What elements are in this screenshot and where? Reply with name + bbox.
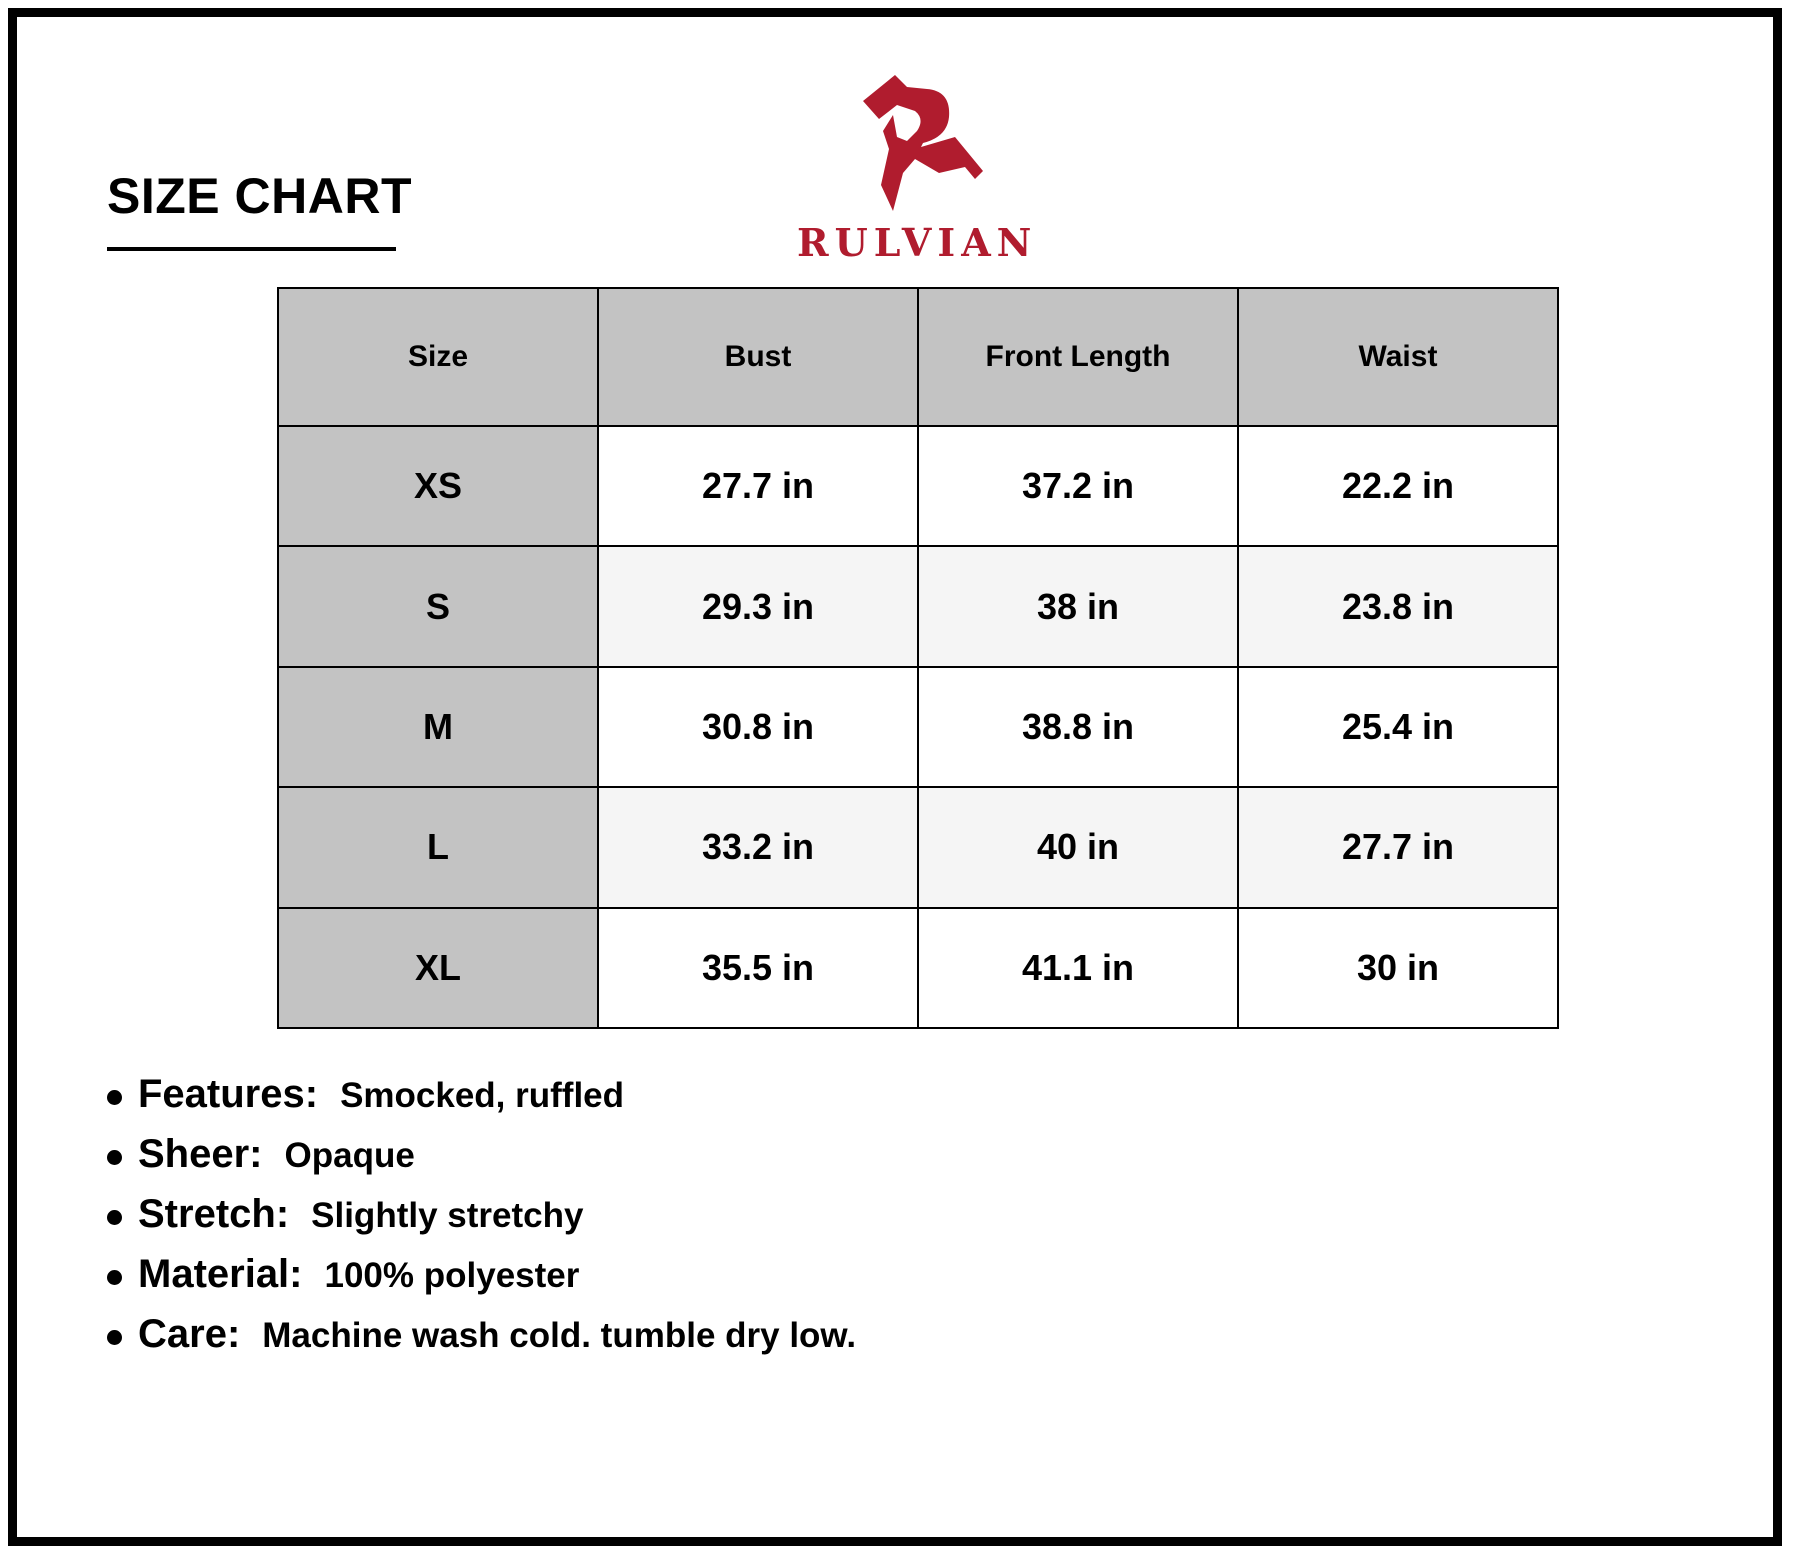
size-cell: XL	[278, 908, 598, 1028]
waist-cell: 25.4 in	[1238, 667, 1558, 787]
brand-name: RULVIAN	[797, 220, 1038, 265]
table-row	[278, 908, 1558, 1028]
column-header-bust: Bust	[598, 288, 918, 426]
bust-cell: 35.5 in	[598, 908, 918, 1028]
front-length-cell: 40 in	[918, 787, 1238, 907]
list-item	[107, 1312, 856, 1372]
size-cell: M	[278, 667, 598, 787]
column-header-size: Size	[278, 288, 598, 426]
list-item	[107, 1132, 856, 1192]
front-length-cell: 38 in	[918, 546, 1238, 666]
feature-value: Smocked, ruffled	[340, 1076, 625, 1115]
front-length-cell: 38.8 in	[918, 667, 1238, 787]
page-frame	[8, 8, 1782, 1546]
bullet-icon	[107, 1090, 122, 1105]
front-length-cell: 41.1 in	[918, 908, 1238, 1028]
feature-label: Material:	[138, 1252, 303, 1296]
title-underline	[107, 247, 396, 251]
bullet-icon	[107, 1330, 122, 1345]
table-header-row	[278, 288, 1558, 426]
page-title: SIZE CHART	[107, 168, 412, 224]
feature-label: Stretch:	[138, 1192, 290, 1236]
feature-label: Sheer:	[138, 1132, 263, 1176]
bullet-icon	[107, 1210, 122, 1225]
feature-list	[107, 1072, 856, 1372]
size-table	[277, 287, 1559, 1029]
bust-cell: 33.2 in	[598, 787, 918, 907]
bust-cell: 30.8 in	[598, 667, 918, 787]
waist-cell: 30 in	[1238, 908, 1558, 1028]
bust-cell: 29.3 in	[598, 546, 918, 666]
table-row	[278, 426, 1558, 546]
size-cell: L	[278, 787, 598, 907]
front-length-cell: 37.2 in	[918, 426, 1238, 546]
feature-value: Machine wash cold. tumble dry low.	[262, 1316, 857, 1355]
size-cell: XS	[278, 426, 598, 546]
size-cell: S	[278, 546, 598, 666]
list-item	[107, 1192, 856, 1252]
feature-value: 100% polyester	[324, 1256, 580, 1295]
waist-cell: 22.2 in	[1238, 426, 1558, 546]
waist-cell: 27.7 in	[1238, 787, 1558, 907]
feature-value: Slightly stretchy	[311, 1196, 584, 1235]
list-item	[107, 1252, 856, 1312]
feature-label: Features:	[138, 1072, 319, 1116]
rulvian-r-logo-icon	[859, 75, 983, 211]
table-row	[278, 546, 1558, 666]
feature-label: Care:	[138, 1312, 241, 1356]
column-header-waist: Waist	[1238, 288, 1558, 426]
bust-cell: 27.7 in	[598, 426, 918, 546]
table-row	[278, 787, 1558, 907]
column-header-front-length: Front Length	[918, 288, 1238, 426]
brand-logo	[797, 75, 1037, 265]
bullet-icon	[107, 1150, 122, 1165]
feature-value: Opaque	[284, 1136, 415, 1175]
list-item	[107, 1072, 856, 1132]
waist-cell: 23.8 in	[1238, 546, 1558, 666]
table-row	[278, 667, 1558, 787]
bullet-icon	[107, 1270, 122, 1285]
